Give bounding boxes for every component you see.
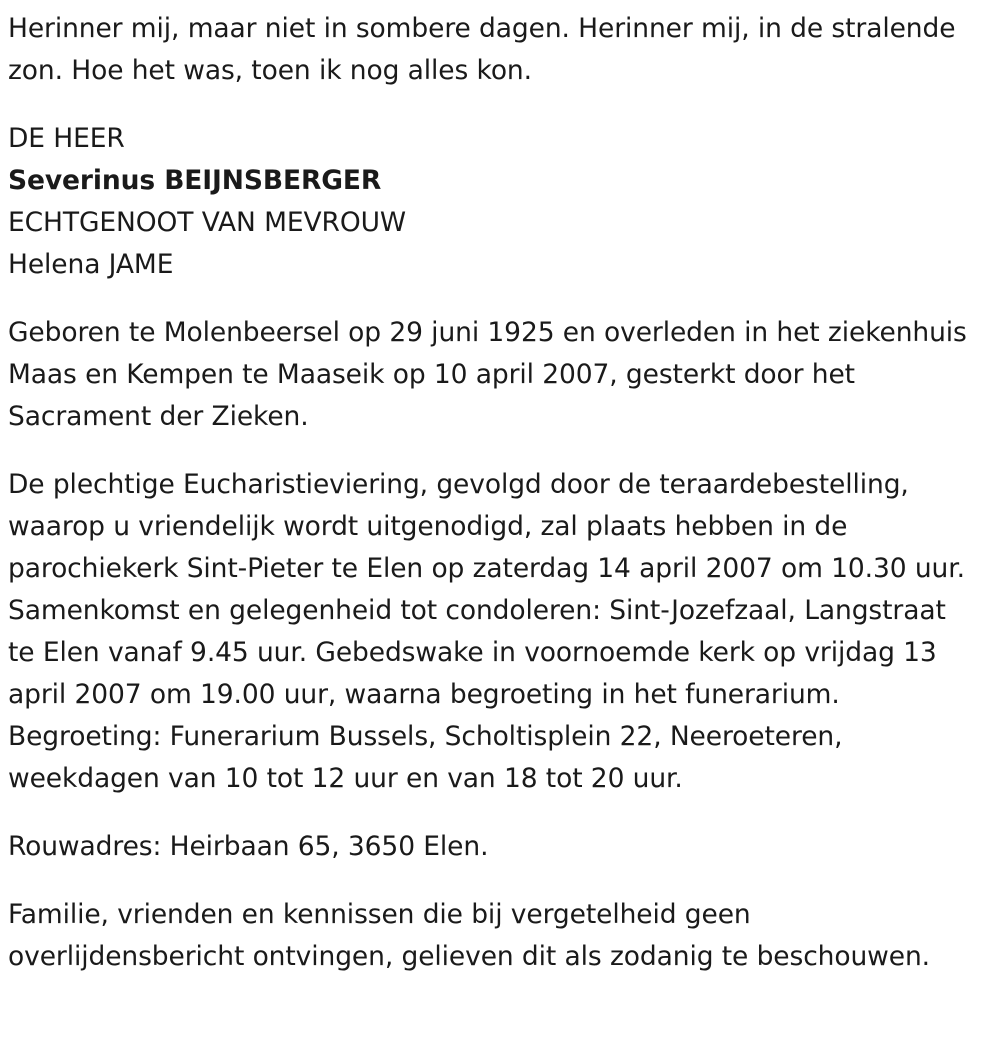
deceased-name: Severinus BEIJNSBERGER bbox=[8, 165, 382, 196]
birth-and-death-block bbox=[8, 312, 982, 438]
life-line-3: Sacrament der Zieken. bbox=[8, 401, 309, 432]
mourning-address-line: Rouwadres: Heirbaan 65, 3650 Elen. bbox=[8, 831, 489, 862]
mourning-address-block bbox=[8, 826, 982, 868]
service-line-4: Samenkomst en gelegenheid tot condoleren: Sint-Jozefzaal, Langstraat bbox=[8, 595, 946, 626]
closing-notice-block bbox=[8, 894, 982, 978]
service-line-2: waarop u vriendelijk wordt uitgenodigd, zal plaats hebben in de bbox=[8, 511, 848, 542]
notice-line-1: Familie, vrienden en kennissen die bij vergetelheid geen bbox=[8, 899, 751, 930]
life-line-1: Geboren te Molenbeersel op 29 juni 1925 en overleden in het ziekenhuis bbox=[8, 317, 967, 348]
service-line-1: De plechtige Eucharistieviering, gevolgd door de teraardebestelling, bbox=[8, 469, 909, 500]
life-line-2: Maas en Kempen te Maaseik op 10 april 2007, gesterkt door het bbox=[8, 359, 855, 390]
service-line-6: april 2007 om 19.00 uur, waarna begroeting in het funerarium. bbox=[8, 679, 840, 710]
service-line-8: weekdagen van 10 tot 12 uur en van 18 tot 20 uur. bbox=[8, 763, 683, 794]
service-line-5: te Elen vanaf 9.45 uur. Gebedswake in voornoemde kerk op vrijdag 13 bbox=[8, 637, 937, 668]
notice-line-2: overlijdensbericht ontvingen, gelieven dit als zodanig te beschouwen. bbox=[8, 941, 930, 972]
verse-line-2: zon. Hoe het was, toen ik nog alles kon. bbox=[8, 55, 532, 86]
service-line-3: parochiekerk Sint-Pieter te Elen op zaterdag 14 april 2007 om 10.30 uur. bbox=[8, 553, 965, 584]
honorific-title: DE HEER bbox=[8, 123, 125, 154]
opening-verse-block bbox=[8, 8, 982, 92]
spouse-relation-label: ECHTGENOOT VAN MEVROUW bbox=[8, 207, 407, 238]
spouse-name: Helena JAME bbox=[8, 249, 174, 280]
service-details-block bbox=[8, 464, 982, 800]
verse-line-1: Herinner mij, maar niet in sombere dagen. Herinner mij, in de stralende bbox=[8, 13, 956, 44]
service-line-7: Begroeting: Funerarium Bussels, Scholtisplein 22, Neeroeteren, bbox=[8, 721, 843, 752]
deceased-identity-block bbox=[8, 118, 982, 286]
